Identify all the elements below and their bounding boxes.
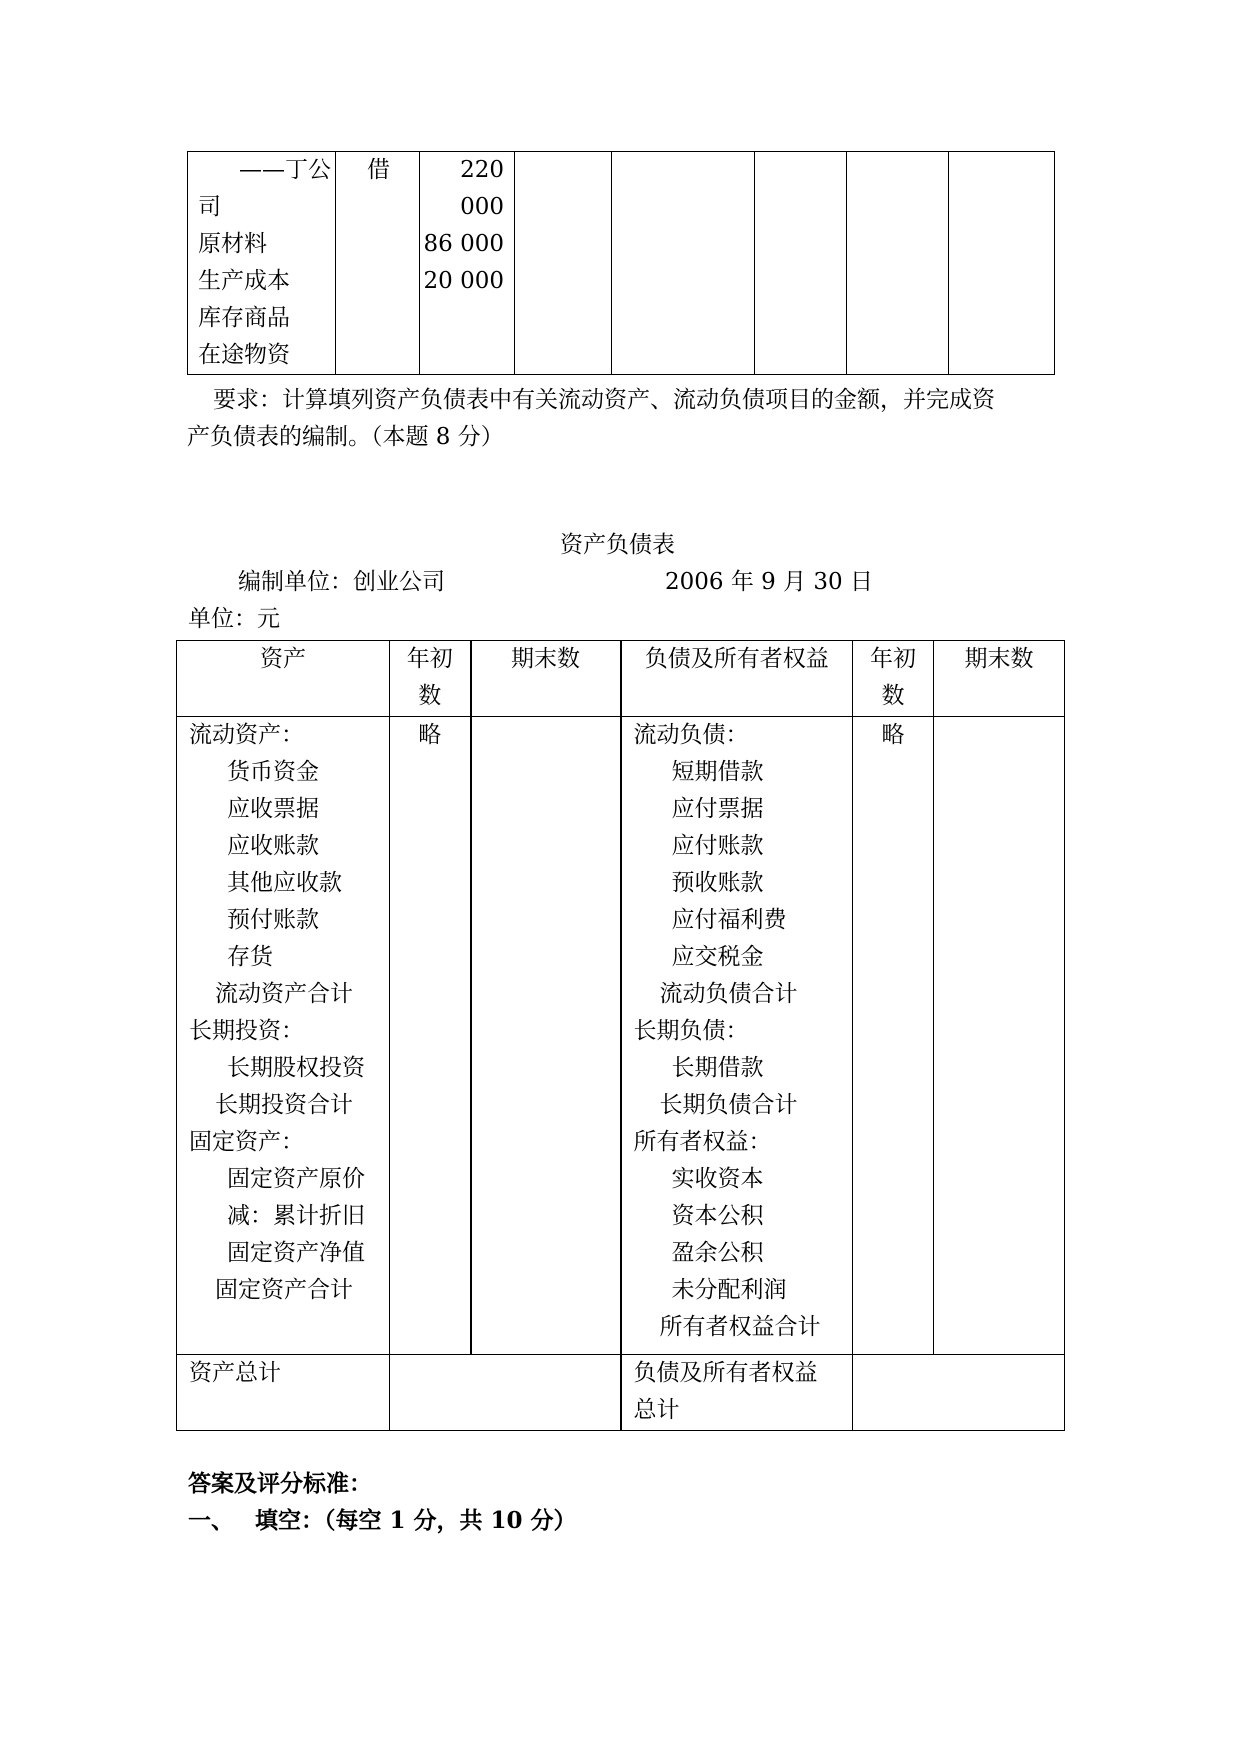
liabilities-items-cell	[621, 717, 853, 1355]
liabilities-item-1: 短期借款	[671, 759, 764, 785]
ledger-amount-line: 220	[460, 157, 504, 183]
ledger-empty-cell	[847, 152, 949, 375]
assets-item-11: 固定资产：	[189, 1129, 304, 1155]
ledger-amount-cell	[420, 152, 515, 375]
ledger-empty-cell	[755, 152, 847, 375]
assets-items-list	[177, 717, 389, 1309]
assets-item-7: 流动资产合计	[215, 981, 353, 1007]
ledger-amount-line: 86 000	[423, 231, 504, 257]
assets-item-10: 长期投资合计	[215, 1092, 353, 1118]
requirement-text	[187, 382, 1067, 456]
ledger-empty-cell	[515, 152, 612, 375]
header-opening-liabilities: 年初数	[853, 641, 934, 717]
liabilities-item-0: 流动负债：	[633, 722, 749, 748]
ledger-empty-cell	[949, 152, 1055, 375]
assets-closing-cell	[471, 717, 621, 1355]
assets-item-5: 预付账款	[227, 907, 319, 933]
total-liabilities-label-2: 总计	[633, 1397, 680, 1423]
liabilities-item-6: 应交税金	[671, 944, 764, 970]
liabilities-opening-cell	[853, 717, 934, 1355]
liabilities-item-7: 流动负债合计	[659, 981, 798, 1007]
balance-sheet-body-row	[177, 717, 1065, 1355]
ledger-amount-line: 20 000	[423, 268, 504, 294]
ledger-account-line: 生产成本	[198, 268, 290, 294]
balance-sheet-total-row	[177, 1355, 1065, 1431]
assets-item-9: 长期股权投资	[227, 1055, 365, 1081]
liabilities-item-10: 长期负债合计	[659, 1092, 798, 1118]
ledger-direction-cell	[336, 152, 420, 375]
liabilities-item-11: 所有者权益：	[633, 1129, 772, 1155]
assets-item-0: 流动资产：	[189, 722, 304, 748]
assets-opening-cell	[390, 717, 471, 1355]
assets-item-2: 应收票据	[227, 796, 319, 822]
total-assets-label: 资产总计	[189, 1360, 281, 1386]
assets-item-1: 货币资金	[227, 759, 319, 785]
liabilities-item-8: 长期负债：	[633, 1018, 749, 1044]
ledger-account-cell	[188, 152, 336, 375]
total-liabilities-cell	[621, 1355, 853, 1431]
assets-item-14: 固定资产净值	[227, 1240, 365, 1266]
total-liabilities-value-cell	[853, 1355, 1065, 1431]
assets-item-6: 存货	[227, 944, 273, 970]
ledger-table	[187, 151, 1055, 375]
assets-item-12: 固定资产原价	[227, 1166, 365, 1192]
report-date: 2006 年 9 月 30 日	[665, 569, 873, 595]
liabilities-item-12: 实收资本	[671, 1166, 764, 1192]
answer-section-number: 一、	[188, 1507, 234, 1534]
assets-item-3: 应收账款	[227, 833, 319, 859]
assets-item-4: 其他应收款	[227, 870, 342, 896]
liabilities-item-14: 盈余公积	[671, 1240, 764, 1266]
assets-item-15: 固定资产合计	[215, 1277, 353, 1303]
answer-heading: 答案及评分标准：	[188, 1470, 372, 1497]
liabilities-item-3: 应付账款	[671, 833, 764, 859]
liabilities-item-5: 应付福利费	[671, 907, 787, 933]
liabilities-item-2: 应付票据	[671, 796, 764, 822]
ledger-account-line: 原材料	[198, 231, 267, 257]
assets-item-13: 减：累计折旧	[227, 1203, 365, 1229]
assets-items-cell	[177, 717, 390, 1355]
liabilities-items-list	[622, 717, 853, 1346]
liabilities-item-4: 预收账款	[671, 870, 764, 896]
answer-section-title: 填空：（每空 1 分，共 10 分）	[255, 1507, 577, 1534]
ledger-account-line: 司	[198, 194, 221, 220]
ledger-account-line: ——丁公	[239, 157, 331, 183]
ledger-amount-line: 000	[460, 194, 504, 220]
total-assets-cell	[177, 1355, 390, 1431]
requirement-line-2: 产负债表的编制。（本题 8 分）	[187, 424, 504, 450]
omitted-mark: 略	[881, 722, 905, 748]
assets-item-8: 长期投资：	[189, 1018, 304, 1044]
balance-sheet-header-row	[177, 641, 1065, 717]
balance-sheet-table	[176, 640, 1065, 1431]
liabilities-closing-cell	[934, 717, 1065, 1355]
ledger-empty-cell	[612, 152, 755, 375]
ledger-account-line: 库存商品	[198, 305, 290, 331]
liabilities-item-13: 资本公积	[671, 1203, 764, 1229]
total-liabilities-label-1: 负债及所有者权益	[633, 1360, 818, 1386]
liabilities-item-15: 未分配利润	[671, 1277, 787, 1303]
total-assets-value-cell	[390, 1355, 621, 1431]
liabilities-item-9: 长期借款	[671, 1055, 764, 1081]
header-assets: 资产	[177, 641, 390, 717]
balance-sheet-title: 资产负债表	[560, 532, 675, 558]
header-closing-assets: 期末数	[471, 641, 621, 717]
header-closing-liabilities: 期末数	[934, 641, 1065, 717]
liabilities-item-16: 所有者权益合计	[659, 1314, 821, 1340]
header-opening-assets: 年初数	[390, 641, 471, 717]
preparer-unit: 编制单位：创业公司	[238, 569, 445, 595]
ledger-account-line: 在途物资	[198, 342, 290, 368]
currency-unit: 单位：元	[188, 606, 280, 632]
omitted-mark: 略	[418, 722, 442, 748]
ledger-direction: 借	[367, 157, 390, 183]
requirement-line-1: 要求：计算填列资产负债表中有关流动资产、流动负债项目的金额，并完成资	[213, 387, 995, 413]
header-liabilities-equity: 负债及所有者权益	[621, 641, 853, 717]
